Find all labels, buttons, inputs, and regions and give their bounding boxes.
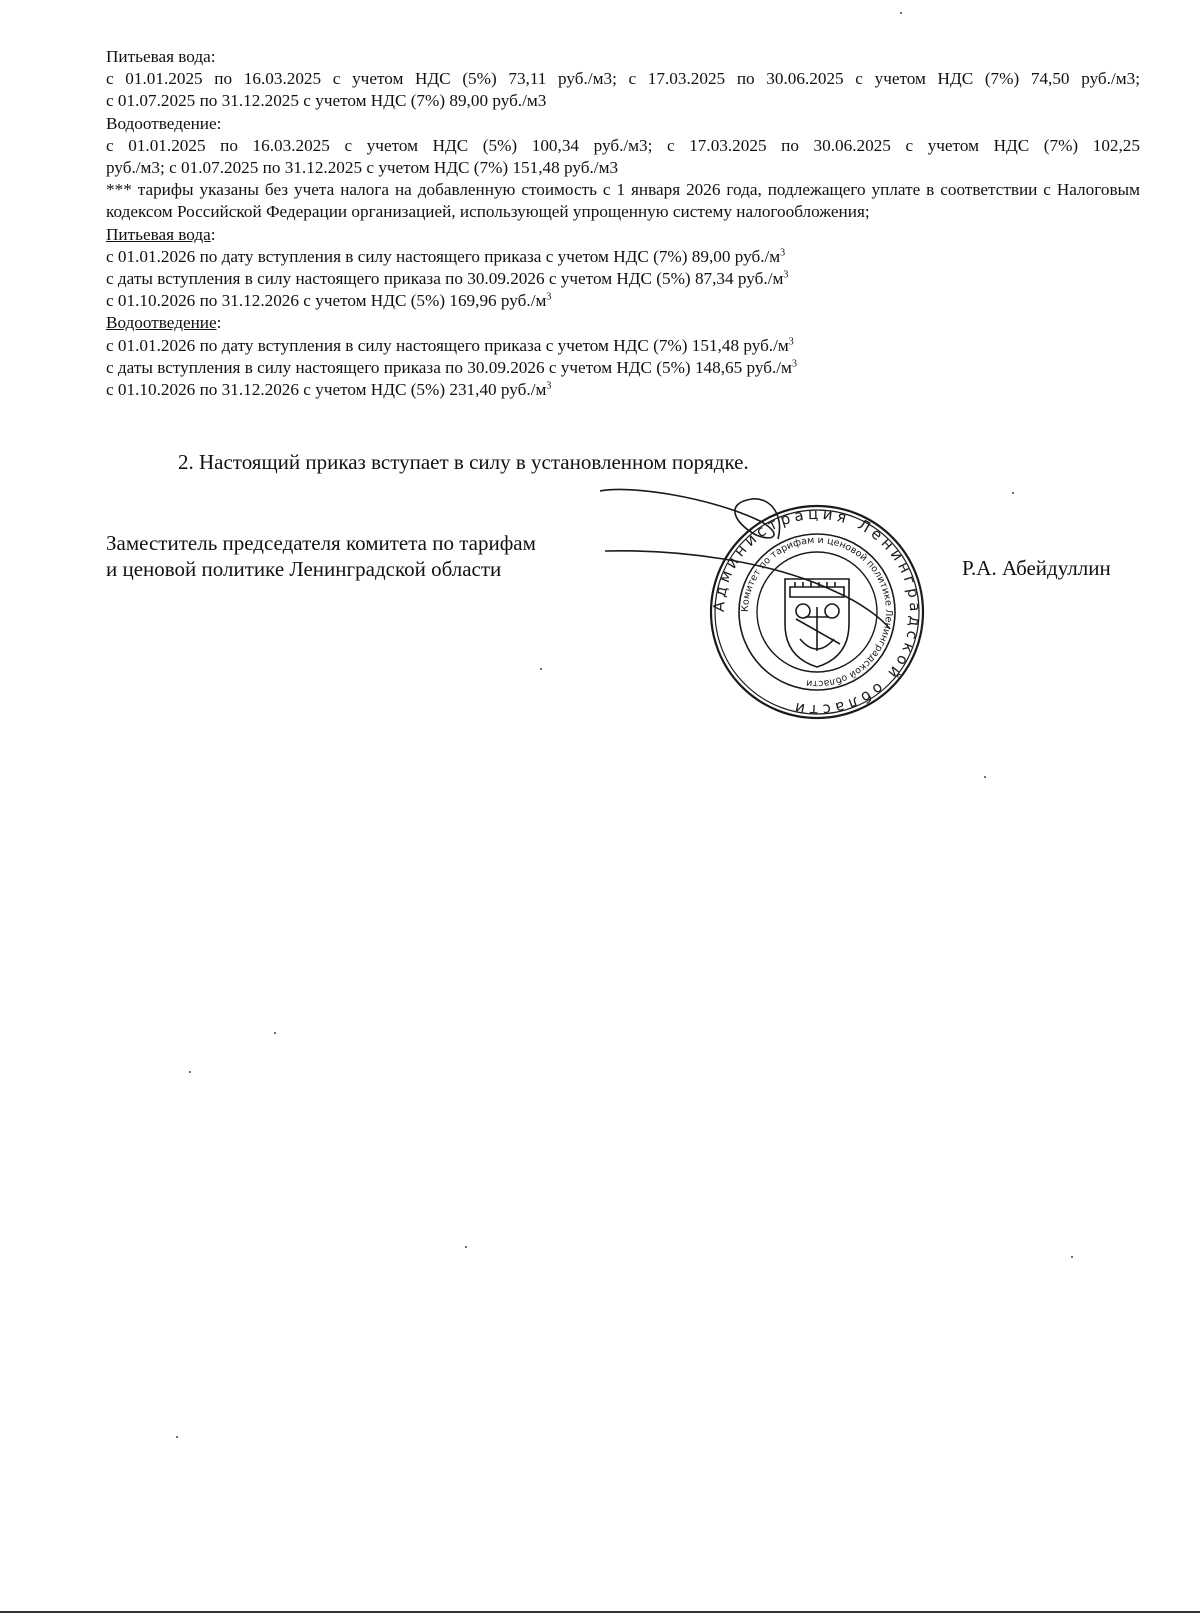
scan-speck [176, 1436, 178, 1438]
scan-speck [540, 668, 542, 670]
drinking-water-2025-title: Питьевая вода: [106, 47, 216, 66]
signer-position-line: и ценовой политике Ленинградской области [106, 557, 502, 581]
scan-speck [465, 1246, 467, 1248]
wastewater-2026-line [106, 335, 1140, 357]
wastewater-2026-line [106, 379, 1140, 401]
drinking-water-2026-line [106, 290, 1140, 312]
title-colon: : [210, 224, 216, 244]
drinking-water-2026-title-row [106, 224, 1140, 246]
wastewater-2025-line: с 01.01.2025 по 16.03.2025 с учетом НДС (5%) 100,34 руб./м3; с 17.03.2025 по 30.06.2025 с учетом НДС (7%) 102,25 [106, 135, 1140, 155]
wastewater-2026-title-row [106, 312, 1140, 334]
scan-speck [900, 12, 902, 14]
scan-speck [984, 776, 986, 778]
drinking-water-2025-line: с 01.07.2025 по 31.12.2025 с учетом НДС (7%) 89,00 руб./м3 [106, 91, 547, 111]
drinking-water-2025-line: с 01.01.2025 по 16.03.2025 с учетом НДС (5%) 73,11 руб./м3; с 17.03.2025 по 30.06.2025 с учетом НДС (7%) 74,50 руб./м3; [106, 69, 1140, 89]
unit-exponent: 3 [780, 247, 786, 259]
unit-exponent: 3 [546, 291, 552, 303]
signer-position [106, 530, 536, 582]
tariff-line-text: с 01.01.2026 по дату вступления в силу настоящего приказа с учетом НДС (7%) 89,00 руб./м [106, 246, 781, 266]
signer-name: Р.А. Абейдуллин [962, 556, 1111, 580]
coat-of-arms-emblem [785, 579, 849, 667]
scan-speck [1012, 492, 1014, 494]
drinking-water-2026-line [106, 246, 1140, 268]
unit-exponent: 3 [791, 358, 797, 370]
tariff-line-text: с 01.10.2026 по 31.12.2026 с учетом НДС (5%) 231,40 руб./м [106, 380, 547, 400]
wastewater-2026-line [106, 357, 1140, 379]
unit-exponent: 3 [783, 269, 789, 281]
title-colon: : [216, 313, 222, 333]
wastewater-2025-title: Водоотведение: [106, 113, 222, 133]
tariff-text-block [106, 46, 1140, 401]
official-stamp [600, 483, 960, 763]
stamp-inner-text: Комитет по тарифам и ценовой политике Ленинградской области [739, 534, 895, 690]
stamp-outer-text: Администрация Ленинградской области [709, 504, 925, 720]
wastewater-2025-line: руб./м3; с 01.07.2025 по 31.12.2025 с учетом НДС (7%) 151,48 руб./м3 [106, 158, 619, 178]
scan-speck [1071, 1256, 1073, 1258]
tariff-line-text: с 01.10.2026 по 31.12.2026 с учетом НДС (5%) 169,96 руб./м [106, 291, 547, 311]
unit-exponent: 3 [788, 335, 794, 347]
vat-note: *** тарифы указаны без учета налога на добавленную стоимость с 1 января 2026 года, подлежащего уплате в соответствии с Налоговым кодексом Российской Федерации организацией, использующей упрощенную систему налогообложения; [106, 180, 1140, 222]
drinking-water-2026-title: Питьевая вода [106, 224, 211, 244]
scan-bottom-edge [0, 1611, 1200, 1613]
scan-speck [189, 1071, 191, 1073]
tariff-line-text: с даты вступления в силу настоящего приказа по 30.09.2026 с учетом НДС (5%) 87,34 руб./м [106, 269, 784, 289]
unit-exponent: 3 [546, 380, 552, 392]
order-item-2: 2. Настоящий приказ вступает в силу в установленном порядке. [178, 450, 749, 474]
tariff-line-text: с 01.01.2026 по дату вступления в силу настоящего приказа с учетом НДС (7%) 151,48 руб./м [106, 335, 789, 355]
tariff-line-text: с даты вступления в силу настоящего приказа по 30.09.2026 с учетом НДС (5%) 148,65 руб./м [106, 357, 792, 377]
scan-speck [274, 1032, 276, 1034]
wastewater-2026-title: Водоотведение [106, 313, 217, 333]
drinking-water-2026-line [106, 268, 1140, 290]
signer-position-line: Заместитель председателя комитета по тарифам [106, 531, 536, 555]
